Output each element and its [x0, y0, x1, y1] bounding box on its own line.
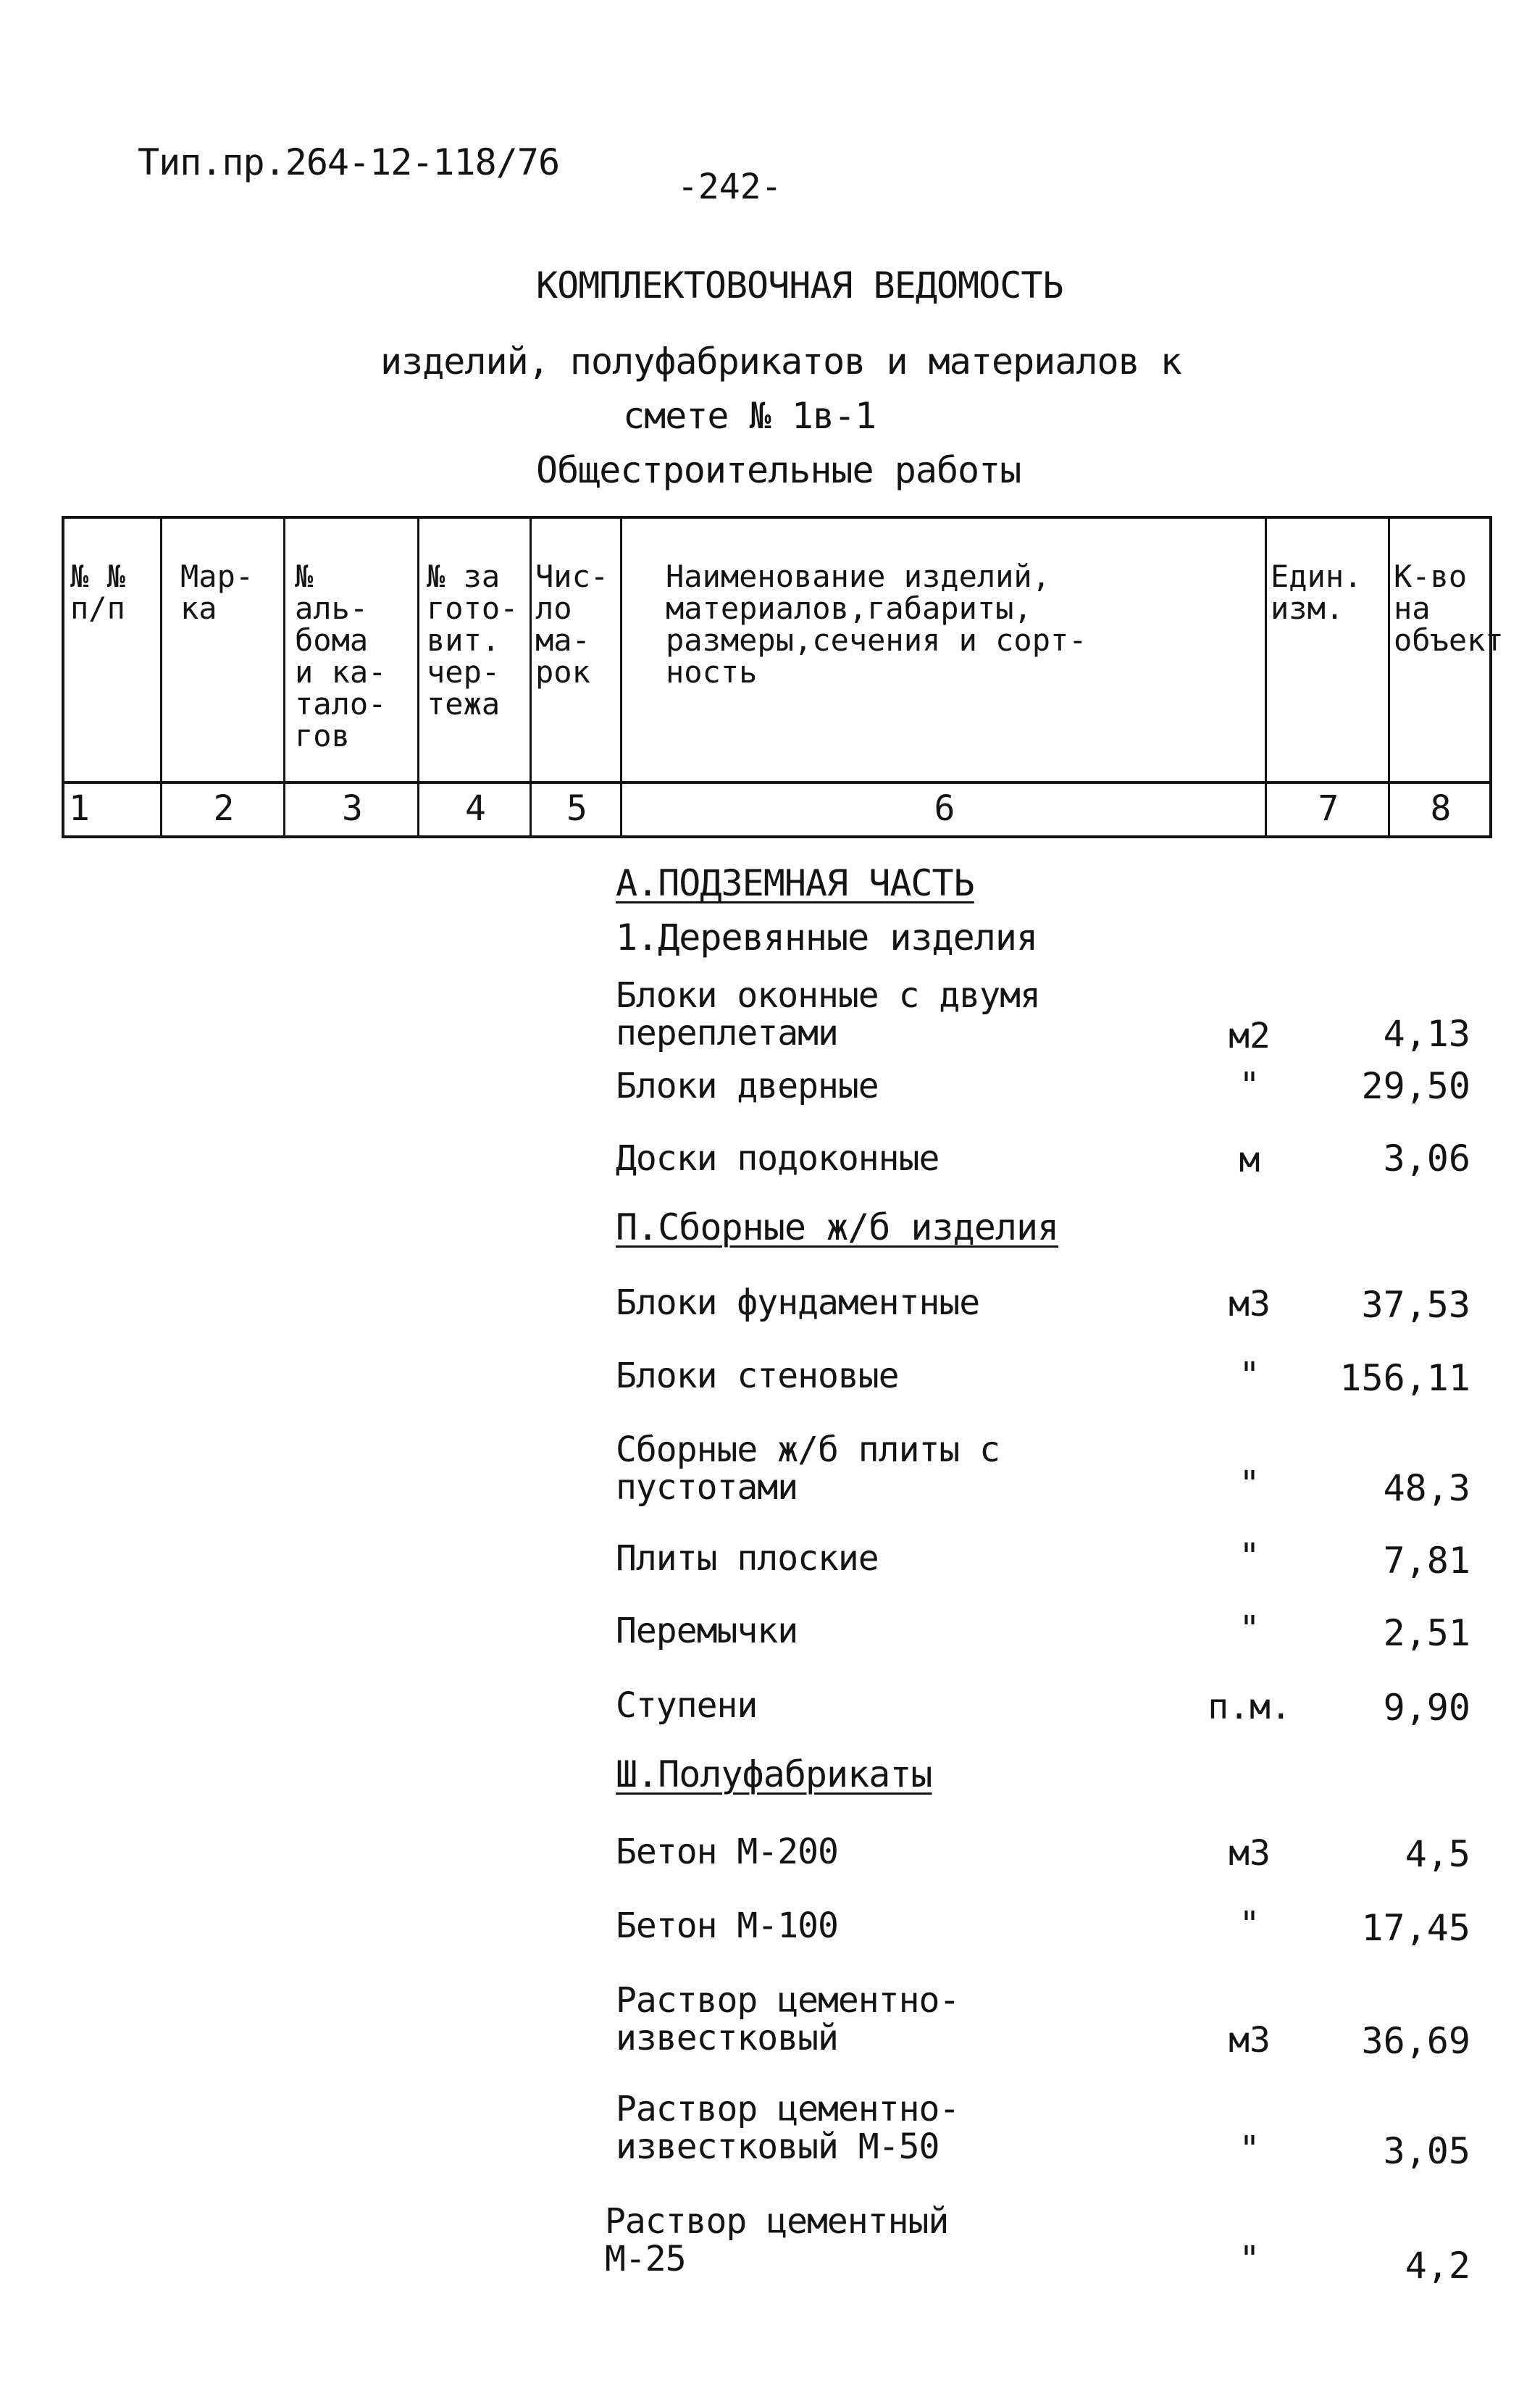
row-10-qty: 4,5: [1405, 1833, 1470, 1875]
row-5-unit: ": [1239, 1355, 1260, 1395]
row-14-qty: 4,2: [1405, 2245, 1470, 2287]
col-header-2: Мар- ка: [180, 559, 254, 626]
row-12-unit: м3: [1229, 2020, 1271, 2061]
row-7-name: Плиты плоские: [616, 1538, 879, 1579]
row-14-unit: ": [1239, 2239, 1260, 2279]
subtitle-line-1: изделий, полуфабрикатов и материалов к: [380, 341, 1181, 383]
row-5-name: Блоки стеновые: [616, 1356, 899, 1396]
row-12-qty: 36,69: [1361, 2020, 1470, 2062]
col-header-8: К-во на объект: [1394, 559, 1504, 658]
col-number-4: 4: [465, 788, 486, 829]
subtitle-line-2: смете № 1в-1: [623, 395, 876, 437]
col-header-6: Наименование изделий, материалов,габариты, размеры,сечения и сорт- ность: [666, 559, 1087, 690]
row-9-unit: п.м.: [1208, 1687, 1292, 1727]
row-8-unit: ": [1239, 1608, 1260, 1649]
row-6-name: Сборные ж/б плиты с пустотами: [616, 1429, 1000, 1508]
row-4-qty: 37,53: [1361, 1284, 1470, 1326]
col-number-5: 5: [566, 788, 587, 829]
row-11-name: Бетон М-100: [616, 1905, 838, 1946]
row-13-qty: 3,05: [1383, 2130, 1470, 2172]
page-number: -242-: [677, 167, 782, 207]
row-8-name: Перемычки: [616, 1611, 798, 1651]
row-13-unit: ": [1239, 2129, 1260, 2169]
col-number-7: 7: [1318, 788, 1339, 829]
row-8-qty: 2,51: [1383, 1612, 1470, 1654]
subtitle-line-3: Общестроительные работы: [536, 449, 1021, 491]
row-2-qty: 29,50: [1361, 1065, 1470, 1107]
row-9-qty: 9,90: [1383, 1687, 1470, 1729]
row-1-unit: м2: [1229, 1016, 1271, 1056]
row-3-unit: м: [1239, 1140, 1260, 1180]
row-10-name: Бетон М-200: [616, 1832, 838, 1872]
row-6-unit: ": [1239, 1464, 1260, 1504]
col-header-5: Чис- ло ма- рок: [535, 559, 609, 690]
row-3-name: Доски подоконные: [616, 1138, 940, 1179]
row-5-qty: 156,11: [1339, 1357, 1470, 1399]
group-heading-3: Ш.Полуфабрикаты: [616, 1753, 932, 1795]
document-reference: Тип.пр.264-12-118/76: [138, 141, 560, 183]
col-number-1: 1: [69, 788, 90, 829]
row-4-name: Блоки фундаментные: [616, 1282, 980, 1323]
row-1-qty: 4,13: [1383, 1013, 1470, 1055]
row-13-name: Раствор цементно- известковый М-50: [616, 2089, 960, 2167]
row-12-name: Раствор цементно- известковый: [616, 1980, 960, 2058]
col-number-3: 3: [342, 788, 363, 829]
header-table: [62, 516, 1504, 838]
col-number-8: 8: [1430, 788, 1452, 829]
header-divider: [64, 781, 1489, 784]
col-header-4: № за гото- вит. чер- тежа: [427, 559, 519, 722]
row-10-unit: м3: [1229, 1833, 1271, 1874]
col-header-7: Един. изм.: [1271, 559, 1363, 626]
row-4-unit: м3: [1229, 1284, 1271, 1324]
col-number-6: 6: [934, 788, 955, 829]
row-11-qty: 17,45: [1361, 1907, 1470, 1949]
group-heading-1: 1.Деревянные изделия: [616, 917, 1038, 959]
col-header-1: № № п/п: [70, 559, 125, 626]
group-heading-2: П.Сборные ж/б изделия: [616, 1206, 1059, 1248]
page-title: КОМПЛЕКТОВОЧНАЯ ВЕДОМОСТЬ: [536, 264, 1063, 306]
row-7-unit: ": [1239, 1536, 1260, 1577]
row-7-qty: 7,81: [1383, 1540, 1470, 1582]
row-14-name: Раствор цементный М-25: [605, 2201, 949, 2279]
col-number-2: 2: [213, 788, 235, 829]
row-3-qty: 3,06: [1383, 1138, 1470, 1180]
row-1-name: Блоки оконные с двумя переплетами: [616, 975, 1040, 1053]
row-2-unit: ": [1239, 1065, 1260, 1106]
row-11-unit: ": [1239, 1904, 1260, 1945]
row-2-name: Блоки дверные: [616, 1066, 879, 1106]
row-9-name: Ступени: [616, 1685, 758, 1726]
section-heading-a: А.ПОДЗЕМНАЯ ЧАСТЬ: [616, 862, 974, 904]
col-header-3: № аль- бома и ка- тало- гов: [295, 559, 387, 754]
row-6-qty: 48,3: [1383, 1467, 1470, 1509]
